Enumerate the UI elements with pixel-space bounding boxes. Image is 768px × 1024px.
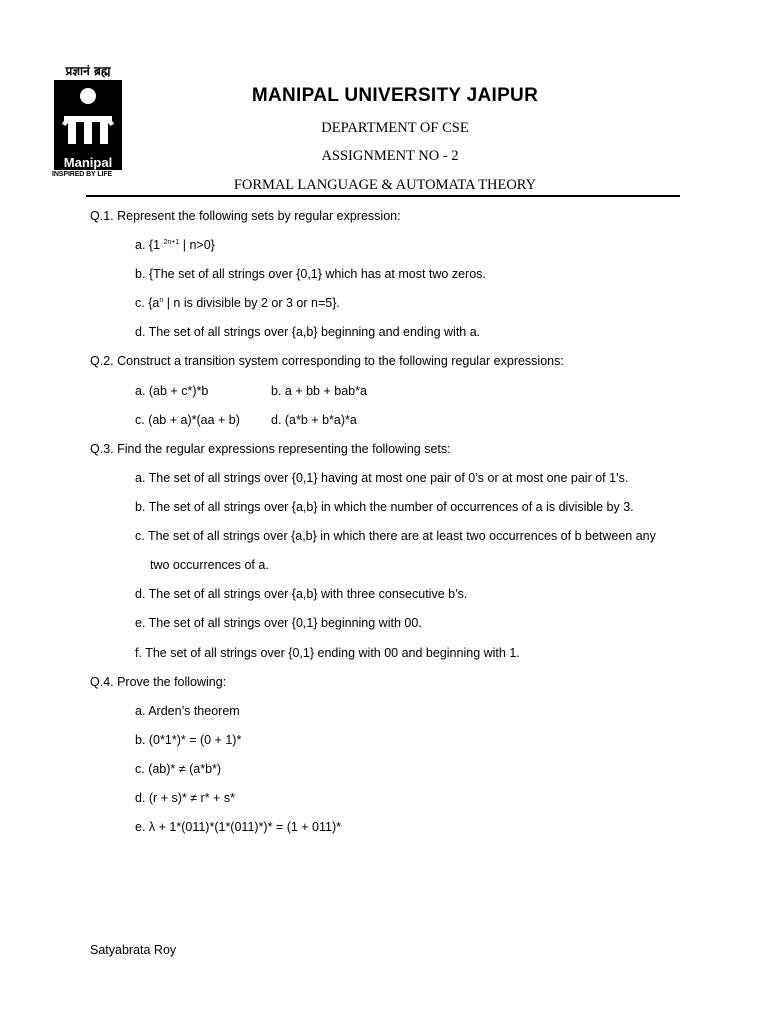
q4-item-d: d. (r + s)* ≠ r* + s* <box>135 791 235 805</box>
q1-title: Q.1. Represent the following sets by regular expression: <box>90 209 401 223</box>
q3-item-c: c. The set of all strings over {a,b} in which there are at least two occurrences of b between any <box>135 529 656 543</box>
author-name: Satyabrata Roy <box>90 943 177 957</box>
q2-item-c: c. (ab + a)*(aa + b) <box>135 413 240 427</box>
q3-item-a: a. The set of all strings over {0,1} having at most one pair of 0’s or at most one pair of 1’s. <box>135 471 629 485</box>
q1-item-c: c. {$a^n$ | n is divisible by 2 or 3 or n=5}. <box>135 296 340 310</box>
q4-item-e: e. λ + 1*(011)*(1*(011)*)* = (1 + 011)* <box>135 820 342 834</box>
q3-title: Q.3. Find the regular expressions representing the following sets: <box>90 442 451 456</box>
logo-tagline: INSPIRED BY LIFE <box>52 171 113 178</box>
q4-title: Q.4. Prove the following: <box>90 675 227 689</box>
q2-title: Q.2. Construct a transition system corresponding to the following regular expressions: <box>90 354 564 368</box>
q2-item-b: b. a + bb + bab*a <box>271 384 367 398</box>
q3-item-b: b. The set of all strings over {a,b} in which the number of occurrences of a is divisible by 3. <box>135 500 634 514</box>
q1-item-d: d. The set of all strings over {a,b} beginning and ending with a. <box>135 325 481 339</box>
q1-item-a: a. {1 $^{2n+1}$ | n>0} <box>135 238 215 252</box>
university-title: MANIPAL UNIVERSITY JAIPUR <box>251 85 539 106</box>
q3-item-d: d. The set of all strings over {a,b} with three consecutive b’s. <box>135 587 468 601</box>
header-divider <box>86 195 680 197</box>
department-title: DEPARTMENT OF CSE <box>321 120 469 136</box>
logo-name: Manipal <box>63 155 113 170</box>
logo-motto: प्रज्ञानं ब्रह्म <box>65 64 111 78</box>
assignment-title: ASSIGNMENT NO - 2 <box>321 148 459 164</box>
q2-item-d: d. (a*b + b*a)*a <box>271 413 357 427</box>
q3-item-c-cont: two occurrences of a. <box>150 558 269 572</box>
q1-item-b: b. {The set of all strings over {0,1} which has at most two zeros. <box>135 267 486 281</box>
q4-item-a: a. Arden’s theorem <box>135 704 240 718</box>
q2-item-a: a. (ab + c*)*b <box>135 384 209 398</box>
q4-item-b: b. (0*1*)* = (0 + 1)* <box>135 733 242 747</box>
q3-item-f: f. The set of all strings over {0,1} ending with 00 and beginning with 1. <box>135 646 520 660</box>
q4-item-c: c. (ab)* ≠ (a*b*) <box>135 762 222 776</box>
course-title: FORMAL LANGUAGE & AUTOMATA THEORY <box>233 177 537 193</box>
manipal-logo <box>52 64 123 178</box>
q3-item-e: e. The set of all strings over {0,1} beginning with 00. <box>135 616 422 630</box>
